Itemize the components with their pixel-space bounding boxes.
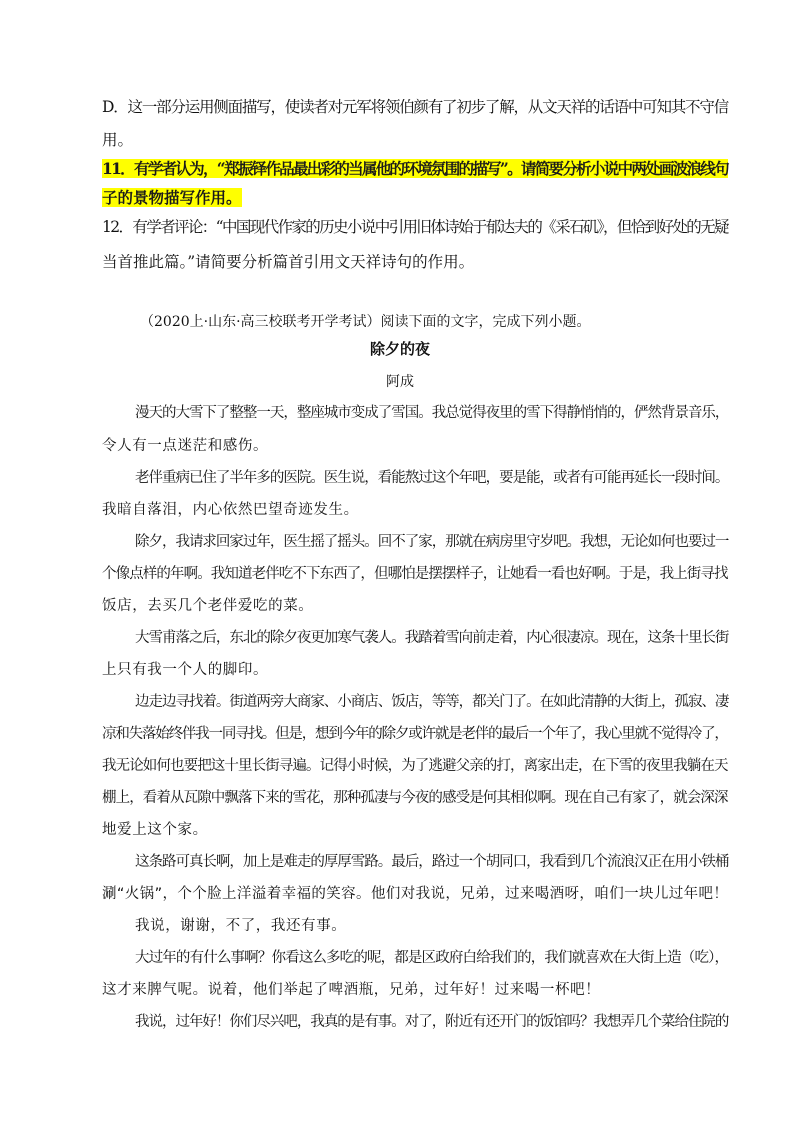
story-line: 大雪甫落之后，东北的除夕夜更加寒气袭人。我踏着雪向前走着，内心很凄凉。现在，这条十里长街	[135, 630, 729, 646]
story-line: 饭店，去买几个老伴爱吃的菜。	[102, 598, 314, 614]
story-line: 涮“火锅”，个个脸上洋溢着幸福的笑容。他们对我说，兄弟，过来喝酒呀，咱们一块儿过年吧！	[102, 886, 729, 902]
story-line: 我说，谢谢，不了，我还有事。	[135, 918, 347, 934]
story-title: 除夕的夜	[369, 340, 430, 358]
story-line: 老伴重病已住了半年多的医院。医生说，看能熬过这个年吧，要是能，或者有可能再延长一段时间。	[135, 470, 729, 486]
story-line: 漫天的大雪下了整整一天，整座城市变成了雪国。我总觉得夜里的雪下得静悄悄的，俨然背景音乐，	[135, 405, 729, 421]
story-line: 除夕，我请求回家过年，医生摇了摇头。回不了家，那就在病房里守岁吧。我想，无论如何也要过一	[135, 534, 729, 550]
question-11-highlight-1: 11．有学者认为，“郑振铎作品最出彩的当属他的环境氛围的描写”。请简要分析小说中两处画波浪线句	[102, 159, 728, 178]
story-line: 令人有一点迷茫和感伤。	[102, 438, 269, 454]
story-line: 上只有我一个人的脚印。	[102, 662, 269, 678]
story-line: 这才来脾气呢。说着，他们举起了啤酒瓶，兄弟，过年好！过来喝一杯吧！	[102, 982, 601, 998]
story-line: 我说，过年好！你们尽兴吧，我真的是有事。对了，附近有还开门的饭馆吗？我想弄几个菜给住院的	[135, 1014, 729, 1030]
question-12-line1: 12．有学者评论：“中国现代作家的历史小说中引用旧体诗始于郁达夫的《采石矶》，但恰到好处的无疑	[102, 218, 728, 236]
option-d-line2: 用。	[102, 131, 134, 149]
question-11-line1	[102, 159, 728, 179]
story-line: 边走边寻找着。街道两旁大商家、小商店、饭店，等等，都关门了。在如此清静的大街上，孤寂、凄	[135, 694, 729, 710]
story-line: 凉和失落始终伴我一同寻找。但是，想到今年的除夕或许就是老伴的最后一个年了，我心里就不觉得冷了，	[102, 726, 728, 742]
question-11-highlight-2: 子的景物描写作用。	[102, 188, 242, 207]
story-line: 棚上，看着从瓦隙中飘落下来的雪花，那种孤凄与今夜的感受是何其相似啊。现在自己有家了，就会深深	[102, 790, 728, 806]
question-11-line2	[102, 188, 242, 208]
story-line: 大过年的有什么事啊？你看这么多吃的呢，都是区政府白给我们的，我们就喜欢在大街上造（吃），	[135, 950, 729, 966]
story-line: 这条路可真长啊，加上是难走的厚厚雪路。最后，路过一个胡同口，我看到几个流浪汉正在用小铁桶	[135, 854, 729, 870]
option-d-line1: D．这一部分运用侧面描写，使读者对元军将领伯颜有了初步了解，从文天祥的话语中可知其不守信	[102, 98, 728, 116]
story-line: 我无论如何也要把这十里长街寻遍。记得小时候，为了逃避父亲的打，离家出走，在下雪的夜里我躺在天	[102, 758, 728, 774]
question-12-line2: 当首推此篇。”请简要分析篇首引用文天祥诗句的作用。	[102, 253, 475, 271]
story-author: 阿成	[386, 374, 414, 390]
story-line: 个像点样的年啊。我知道老伴吃不下东西了，但哪怕是摆摆样子，让她看一看也好啊。于是，我上街寻找	[102, 566, 728, 582]
story-line: 我暗自落泪，内心依然巴望奇迹发生。	[102, 502, 359, 518]
passage-intro: （2020上·山东·高三校联考开学考试）阅读下面的文字，完成下列小题。	[140, 314, 591, 330]
story-line: 地爱上这个家。	[102, 822, 208, 838]
